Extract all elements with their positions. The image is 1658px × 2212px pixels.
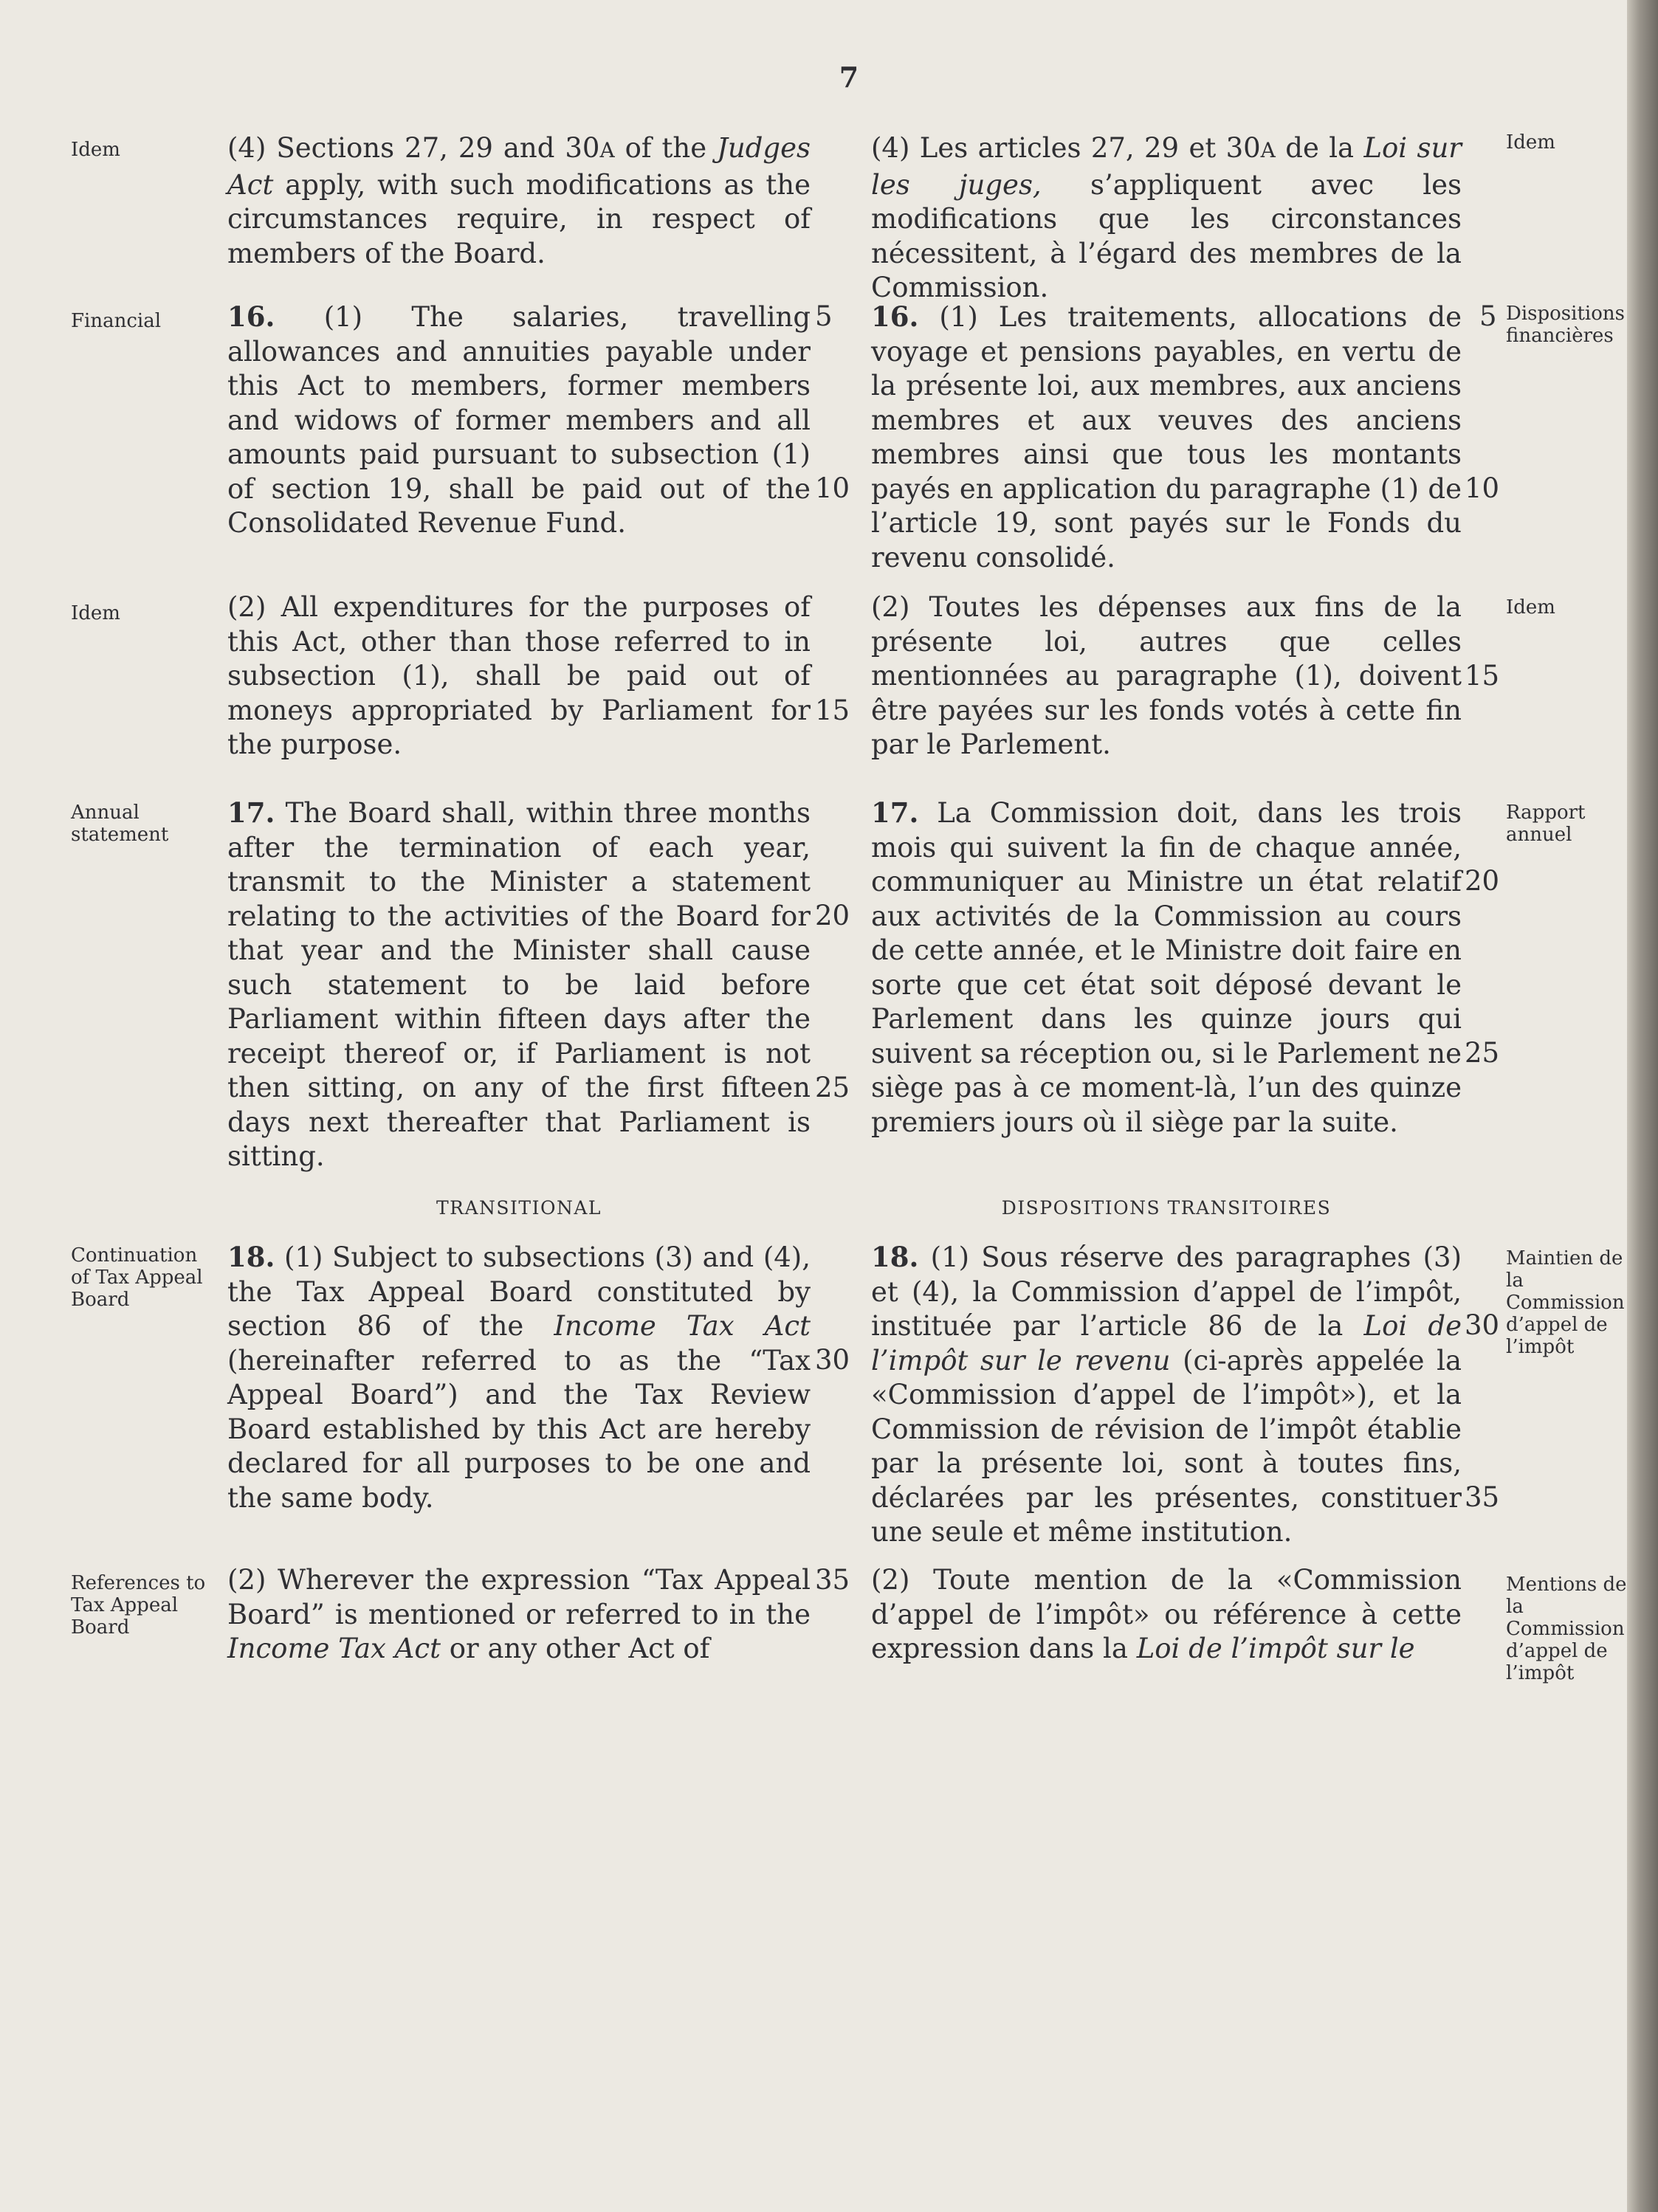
line-number: 30 [1465, 1309, 1500, 1341]
margin-note-fr: Rapport annuel [1506, 802, 1586, 846]
line-number: 25 [1465, 1037, 1500, 1069]
line-number: 30 [815, 1344, 850, 1376]
section-18-2-en: (2) Wherever the expression “Tax Appeal Board” is mentioned or referred to in the Income Tax Act or any other Act of [227, 1564, 811, 1664]
margin-note-en: Financial [71, 310, 162, 332]
paragraph-fr: (4) Les articles 27, 29 et 30A de la Loi sur les juges, s’appliquent avec les modifications que les circonstances nécessitent, à l’égard des membres de la Commission. [871, 132, 1462, 303]
margin-note-en: Annual statement [71, 802, 169, 846]
section-16-1-fr: 16. (1) Les traitements, allocations de voyage et pensions payables, en vertu de la présente loi, aux membres, aux anciens membres et aux veuves des anciens membres ainsi que tous les montants payés en application du paragraphe (1) de l’article 19, sont payés sur le Fonds du revenu consolidé. [871, 300, 1462, 573]
section-18-1-fr: 18. (1) Sous réserve des paragraphes (3) et (4), la Commission d’appel de l’impôt, instituée par l’article 86 de la Loi de l’impôt sur le revenu (ci-après appelée la «Commission d’appel de l’impôt»), et la Commission de révision de l’impôt établie par la présente loi, sont à toutes fins, déclarées par les présentes, constituer une seule et même institution. [871, 1241, 1462, 1548]
margin-note-en: Continuation of Tax Appeal Board [71, 1244, 203, 1311]
section-17-en: 17. The Board shall, within three months after the termination of each year, transmit to the Minister a statement relating to the activities of the Board for that year and the Minister shall cause such statement to be laid before Parliament within fifteen days after the receipt thereof or, if Parliament is not then sitting, on any of the first fifteen days next thereafter that Parliament is sitting. [227, 796, 811, 1172]
paragraph-en: (4) Sections 27, 29 and 30A of the Judges Act apply, with such modifications as the circumstances require, in respect of members of the Board. [227, 132, 811, 269]
margin-note-fr: Mentions de la Commission d’appel de l’impôt [1506, 1574, 1627, 1684]
margin-note-fr: Maintien de la Commission d’appel de l’impôt [1506, 1247, 1625, 1358]
line-number: 5 [1479, 300, 1497, 332]
section-18-2-fr: (2) Toute mention de la «Commission d’appel de l’impôt» ou référence à cette expression dans la Loi de l’impôt sur le [871, 1564, 1462, 1664]
margin-note-en: Idem [71, 139, 120, 161]
page-number: 7 [839, 61, 859, 94]
line-number: 10 [815, 472, 850, 504]
line-number: 5 [815, 300, 833, 332]
line-number: 35 [815, 1564, 850, 1596]
line-number: 15 [1465, 660, 1500, 692]
line-number: 15 [815, 695, 850, 726]
margin-note-en: Idem [71, 602, 120, 624]
margin-note-en: References to Tax Appeal Board [71, 1572, 206, 1639]
margin-note-fr: Idem [1506, 131, 1555, 154]
section-16-1-en: 16. (1) The salaries, travelling allowances and annuities payable under this Act to members, former members and widows of former members and all amounts paid pursuant to subsection (1) of section 19, shall be paid out of the Consolidated Revenue Fund. [227, 300, 811, 539]
line-number: 20 [815, 900, 850, 931]
section-16-2-en: (2) All expenditures for the purposes of this Act, other than those referred to in subsection (1), shall be paid out of moneys appropriated by Parliament for the purpose. [227, 591, 811, 760]
section-16-2-fr: (2) Toutes les dépenses aux fins de la présente loi, autres que celles mentionnées au paragraphe (1), doivent être payées sur les fonds votés à cette fin par le Parlement. [871, 591, 1462, 760]
heading-dispositions-transitoires: DISPOSITIONS TRANSITOIRES [1001, 1197, 1332, 1219]
margin-note-fr: Idem [1506, 596, 1555, 619]
line-number: 20 [1465, 865, 1500, 897]
line-number: 35 [1465, 1481, 1500, 1513]
heading-transitional: TRANSITIONAL [436, 1197, 602, 1219]
section-18-1-en: 18. (1) Subject to subsections (3) and (4), the Tax Appeal Board constituted by section 86 of the Income Tax Act (hereinafter referred to as the “Tax Appeal Board”) and the Tax Review Board established by this Act are hereby declared for all purposes to be one and the same body. [227, 1241, 811, 1514]
line-number: 10 [1465, 472, 1500, 504]
margin-note-fr: Dispositions financières [1506, 303, 1625, 347]
section-17-fr: 17. La Commission doit, dans les trois mois qui suivent la fin de chaque année, communiquer au Ministre un état relatif aux activités de la Commission au cours de cette année, et le Ministre doit faire en sorte que cet état soit déposé devant le Parlement dans les quinze jours qui suivent sa réception ou, si le Parlement ne siège pas à ce moment-là, l’un des quinze premiers jours où il siège par la suite. [871, 796, 1462, 1138]
line-number: 25 [815, 1072, 850, 1103]
